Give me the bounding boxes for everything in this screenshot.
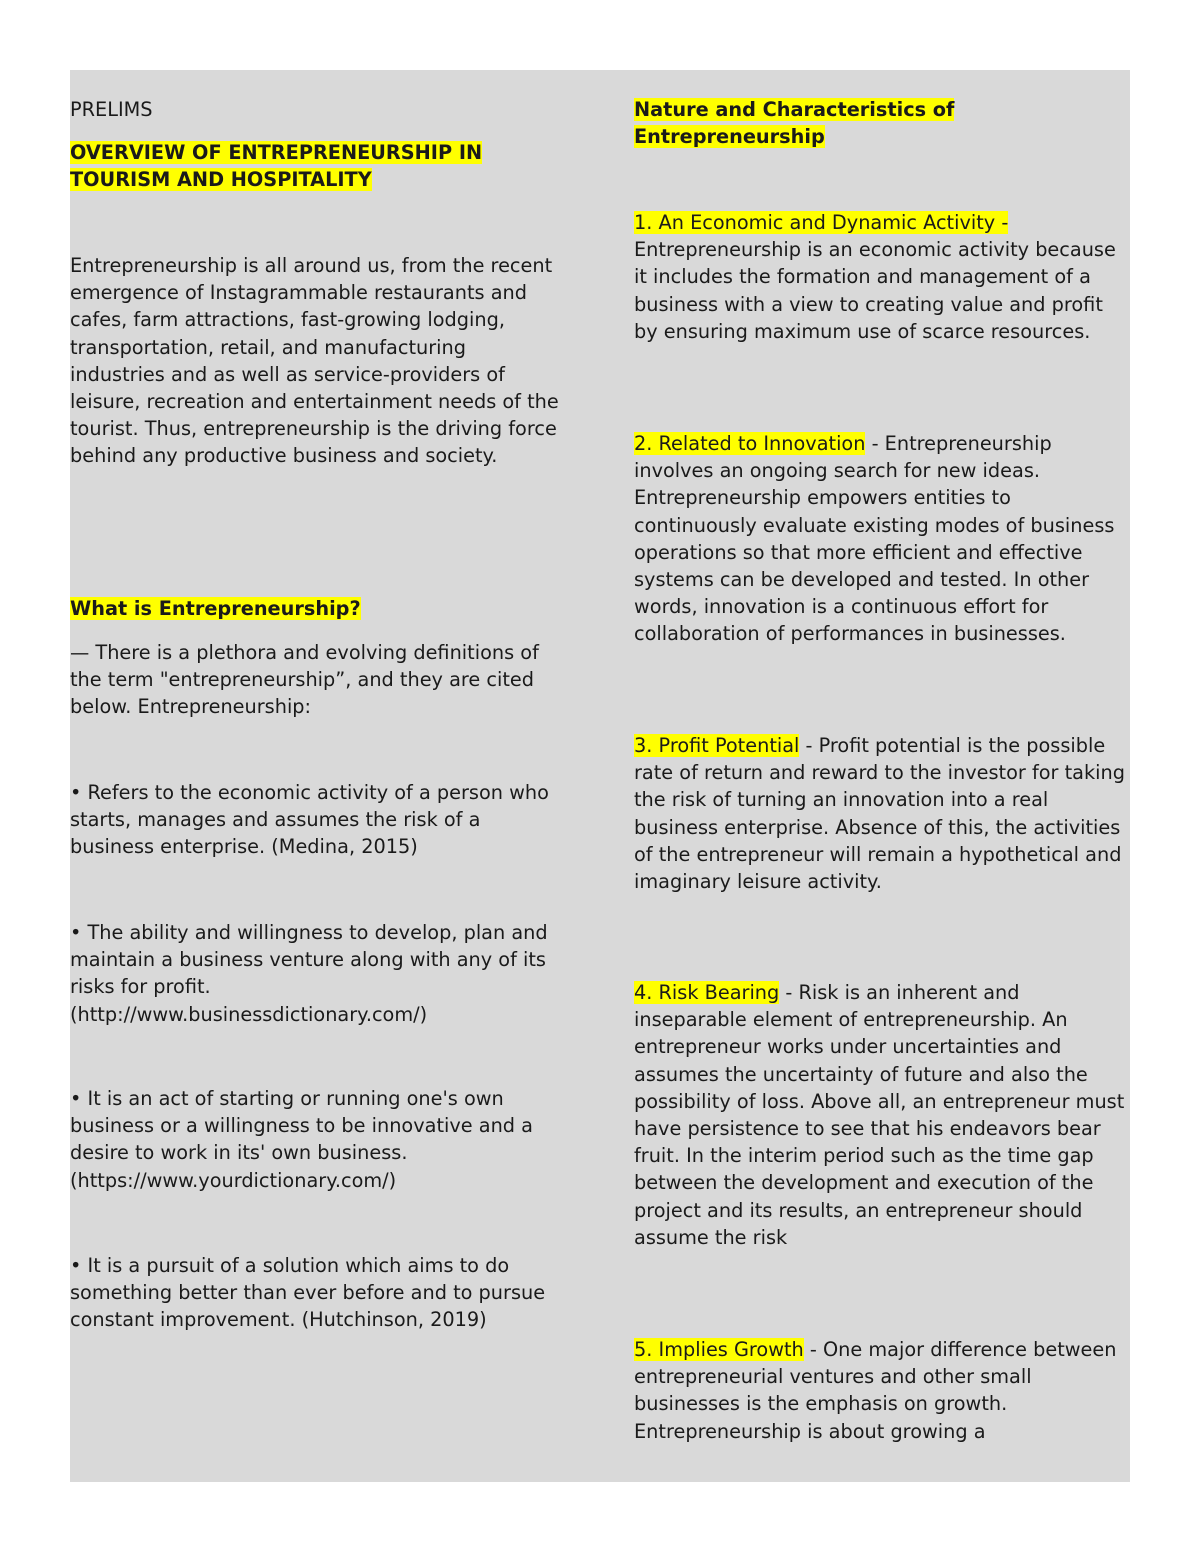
characteristic-item: [634, 979, 1130, 1251]
bullet-item: • It is a pursuit of a solution which aims to do something better than ever before and to pursue constant improvement. (Hutchinson, 2019): [70, 1254, 546, 1332]
characteristic-title: 1. An Economic and Dynamic Activity -: [634, 211, 1009, 234]
characteristic-body: - Risk is an inherent and inseparable element of entrepreneurship. An entrepreneur works under uncertainties and assumes the uncertainty of future and also the possibility of loss. Above all, an entrepreneur must have persistence to see that his endeavors bear fruit. In the interim period such as the time gap between the development and execution of the project and its results, an entrepreneur should assume the risk: [634, 981, 1125, 1249]
characteristic-body: - Profit potential is the possible rate of return and reward to the investor for taking the risk of turning an innovation into a real business enterprise. Absence of this, the activities of the entrepreneur will remain a hypothetical and imaginary leisure activity.: [634, 734, 1125, 894]
nature-heading: [634, 96, 1034, 150]
characteristic-title: 3. Profit Potential: [634, 734, 800, 757]
bullet-item: • The ability and willingness to develop, plan and maintain a business venture along with any of its risks for profit. (http://www.businessdictionary.com/): [70, 921, 548, 1026]
what-lead: — There is a plethora and evolving definitions of the term "entrepreneurship”, and they are cited below. Entrepreneurship:: [70, 641, 539, 719]
characteristic-item: [634, 1336, 1130, 1445]
prelims-label: PRELIMS: [70, 98, 153, 121]
characteristic-body: - One major difference between entrepreneurial ventures and other small businesses is the emphasis on growth. Entrepreneurship is about growing a: [634, 1338, 1117, 1443]
nature-heading-text: Nature and Characteristics of Entrepreneurship: [634, 98, 955, 149]
characteristic-item: [634, 209, 1130, 345]
main-title: [70, 139, 550, 193]
characteristic-title: 4. Risk Bearing: [634, 981, 780, 1004]
document-page: [70, 70, 1130, 1482]
main-title-text: OVERVIEW OF ENTREPRENEURSHIP IN TOURISM AND HOSPITALITY: [70, 141, 483, 192]
characteristic-body: - Entrepreneurship involves an ongoing search for new ideas. Entrepreneurship empowers entities to continuously evaluate existing modes of business operations so that more efficient and effective systems can be developed and tested. In other words, innovation is a continuous effort for collaboration of performances in businesses.: [634, 432, 1115, 646]
what-heading-text: What is Entrepreneurship?: [70, 597, 361, 620]
characteristic-body: Entrepreneurship is an economic activity because it includes the formation and management of a business with a view to creating value and profit by ensuring maximum use of scarce resources.: [634, 238, 1116, 343]
intro-paragraph: Entrepreneurship is all around us, from the recent emergence of Instagrammable restaurants and cafes, farm attractions, fast-growing lodging, transportation, retail, and manufacturing industries and as well as service-providers of leisure, recreation and entertainment needs of the tourist. Thus, entrepreneurship is the driving force behind any productive business and society.: [70, 254, 559, 468]
what-heading: [70, 595, 570, 622]
characteristic-item: [634, 430, 1130, 648]
bullet-item: • It is an act of starting or running one's own business or a willingness to be innovative and a desire to work in its' own business. (https://www.yourdictionary.com/): [70, 1087, 533, 1192]
characteristic-item: [634, 732, 1130, 895]
characteristic-title: 2. Related to Innovation: [634, 432, 866, 455]
characteristic-title: 5. Implies Growth: [634, 1338, 804, 1361]
bullet-item: • Refers to the economic activity of a person who starts, manages and assumes the risk of a business enterprise. (Medina, 2015): [70, 781, 549, 859]
